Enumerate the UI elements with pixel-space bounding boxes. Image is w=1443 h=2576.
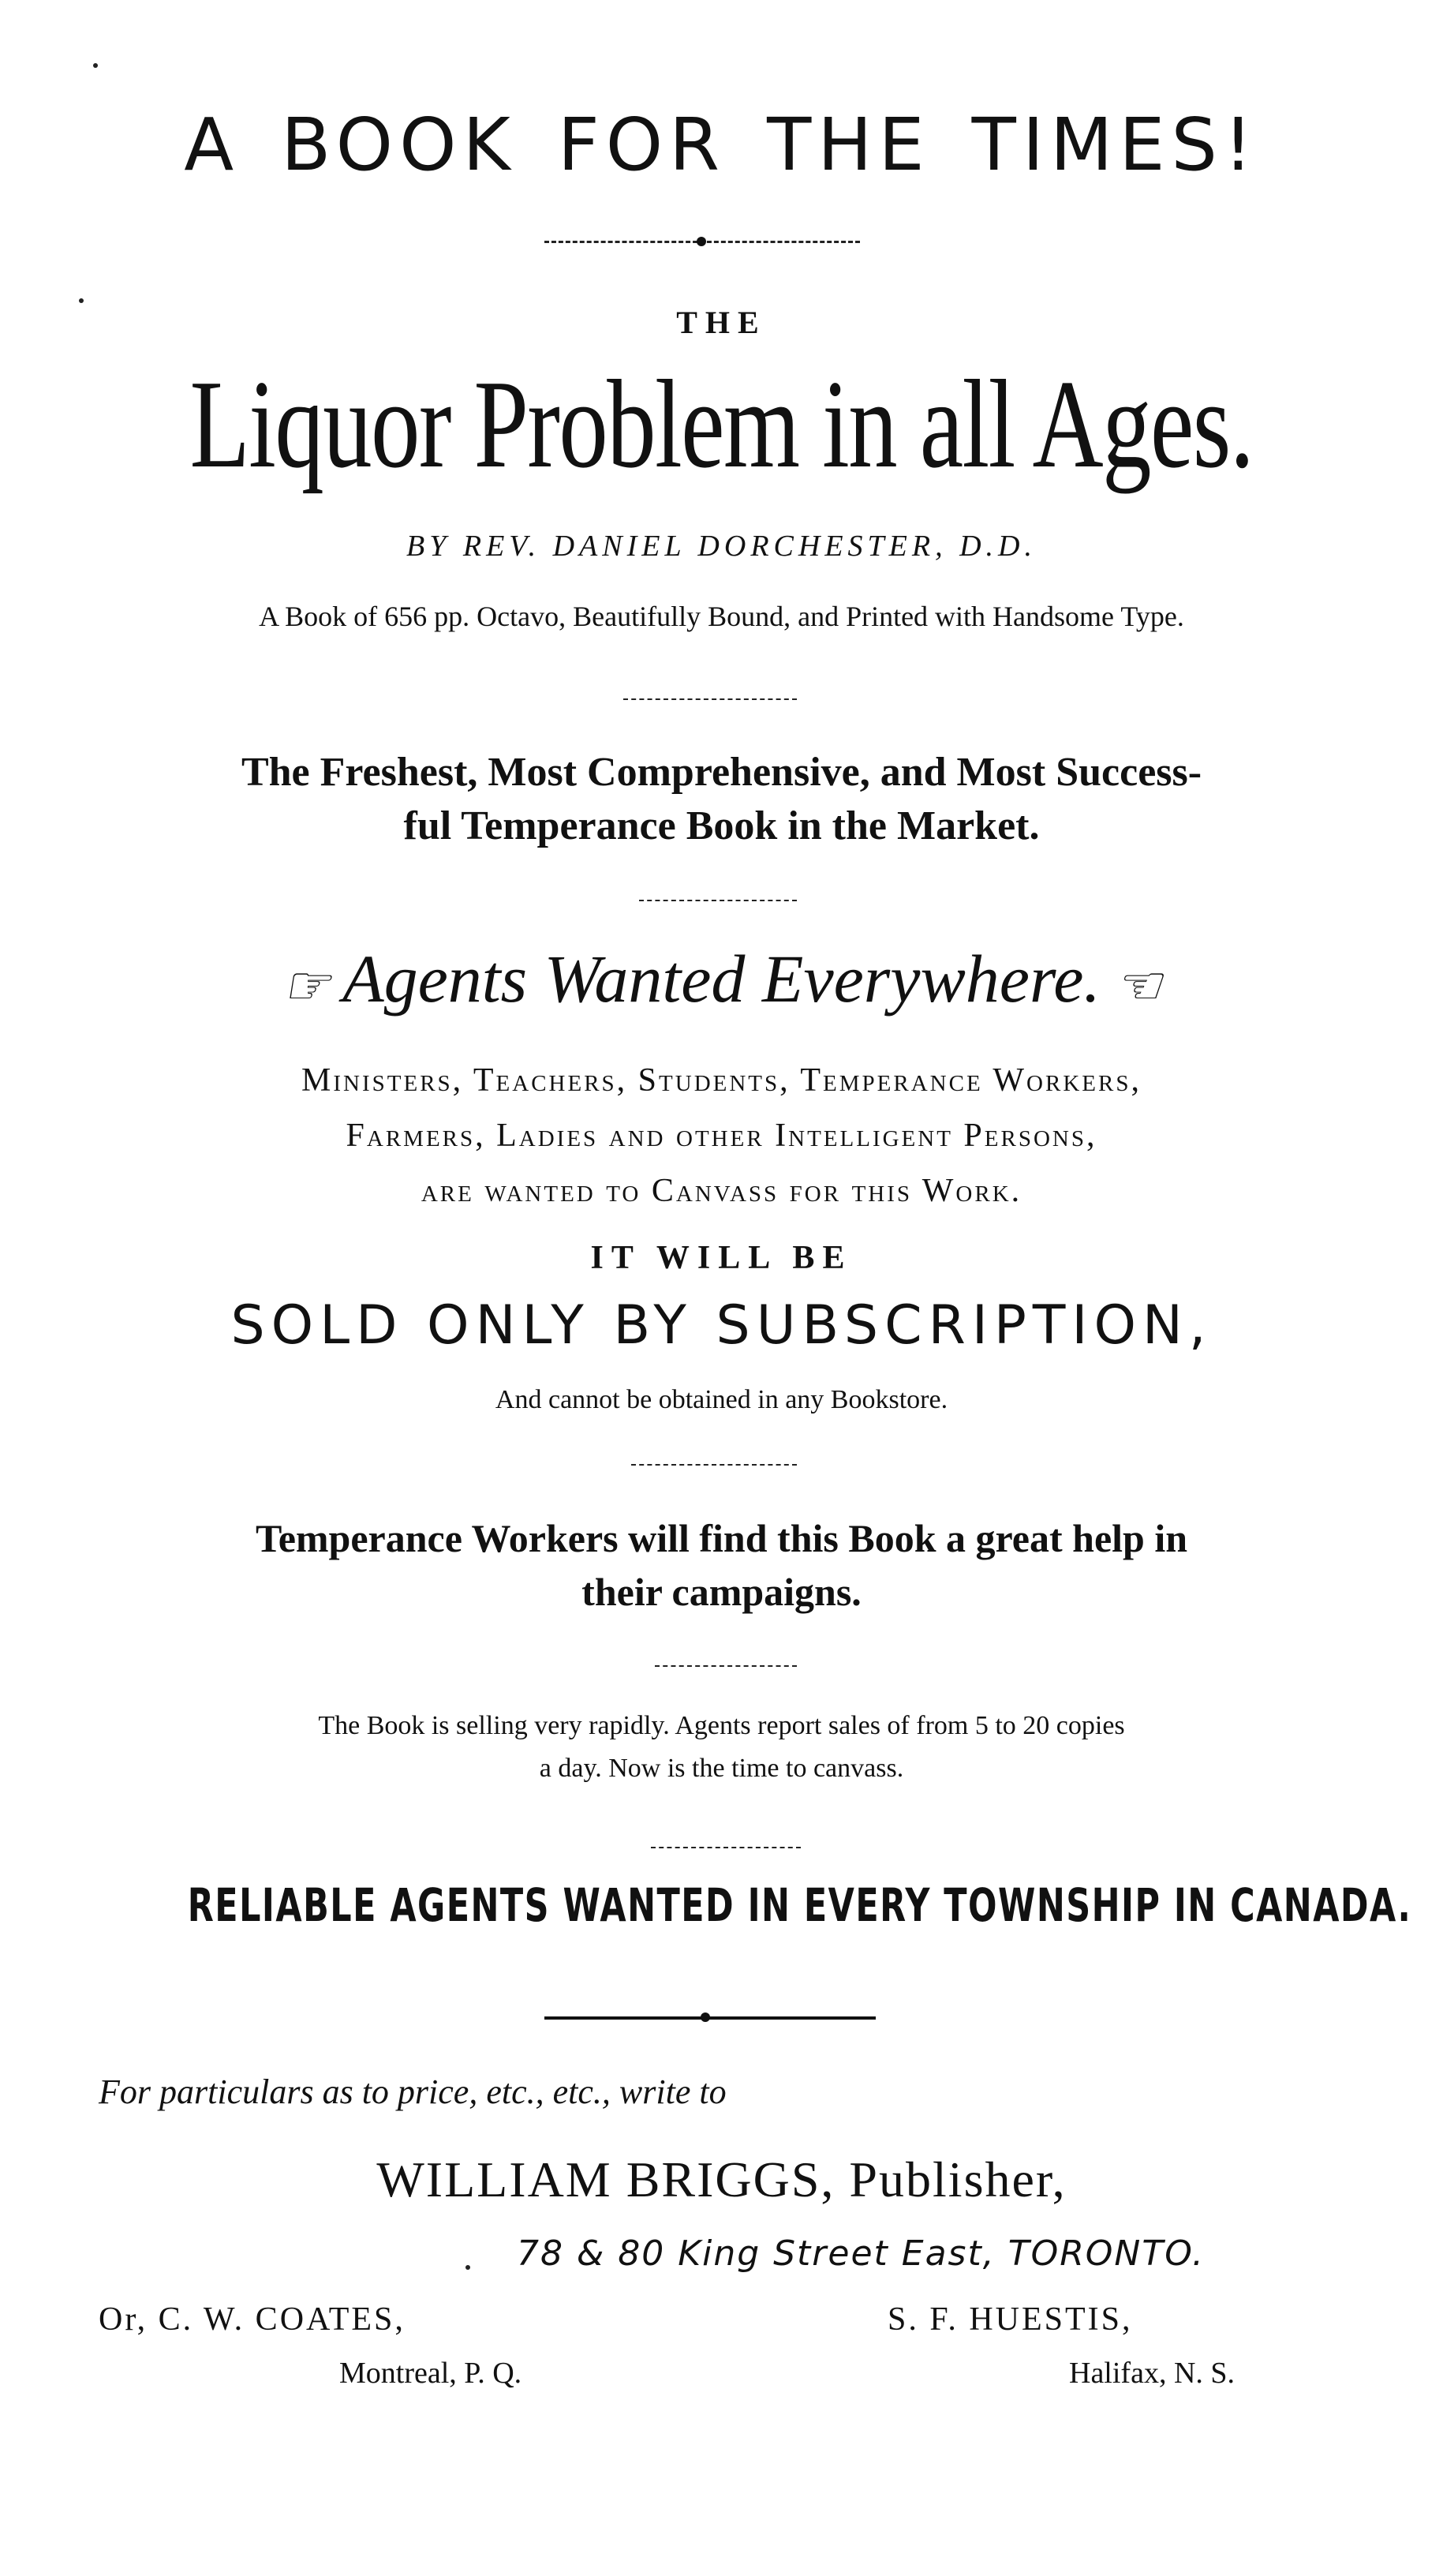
temperance-workers-line: Temperance Workers will find this Book a great help in <box>255 1516 1188 1560</box>
publisher-address: 78 & 80 King Street East, TORONTO. <box>517 2233 1206 2274</box>
headline-word: THE <box>767 103 931 187</box>
canvassers-line: Farmers, Ladies and other Intelligent Persons, <box>346 1118 1097 1154</box>
selling-line: a day. Now is the time to canvass. <box>539 1754 904 1783</box>
divider-rule <box>631 1464 797 1466</box>
tagline-block <box>0 746 1443 853</box>
headline <box>0 103 1443 187</box>
agent-name-montreal: Or, C. W. COATES, <box>99 2301 406 2338</box>
tagline-line: The Freshest, Most Comprehensive, and Most Success- <box>241 750 1202 795</box>
book-description: A Book of 656 pp. Octavo, Beautifully Bound, and Printed with Handsome Type. <box>259 601 1184 632</box>
tagline-line: ful Temperance Book in the Market. <box>403 803 1040 848</box>
sold-by-subscription-text: SOLD ONLY BY SUBSCRIPTION, <box>230 1294 1213 1357</box>
pointing-left-hand-icon: ☜ <box>1112 955 1161 1016</box>
divider-ornament <box>701 2012 710 2022</box>
divider-rule <box>651 1847 801 1848</box>
agent-name-halifax: S. F. HUESTIS, <box>888 2301 1133 2338</box>
ink-speck <box>93 63 98 68</box>
divider-rule <box>544 2016 876 2020</box>
divider-rule <box>655 1665 797 1667</box>
book-title: Liquor Problem in all Ages. <box>189 354 1254 494</box>
canvassers-line: Ministers, Teachers, Students, Temperance Workers, <box>301 1062 1142 1099</box>
reliable-agents-heading: RELIABLE AGENTS WANTED IN EVERY TOWNSHIP IN CANADA. <box>187 1878 1412 1932</box>
it-will-be-text: IT WILL BE <box>590 1240 853 1276</box>
headline-word: FOR <box>557 103 727 187</box>
temperance-workers-line: their campaigns. <box>581 1570 862 1614</box>
headline-word: BOOK <box>281 103 517 187</box>
pointing-right-hand-icon: ☞ <box>282 955 331 1016</box>
agent-city-montreal: Montreal, P. Q. <box>339 2357 522 2390</box>
agents-wanted-text: Agents Wanted Everywhere. <box>342 941 1101 1017</box>
ink-speck <box>465 2265 470 2270</box>
headline-word: A <box>184 103 241 187</box>
selling-block <box>0 1705 1443 1790</box>
title-article: THE <box>676 305 767 340</box>
bookstore-note: And cannot be obtained in any Bookstore. <box>495 1385 948 1414</box>
particulars-text: For particulars as to price, etc., etc., write to <box>99 2072 727 2111</box>
headline-word: TIMES! <box>971 103 1259 187</box>
divider-rule <box>639 900 797 901</box>
temperance-workers-block <box>0 1511 1443 1619</box>
publisher-name: WILLIAM BRIGGS, Publisher, <box>376 2151 1067 2207</box>
divider-rule <box>623 698 797 700</box>
ink-speck <box>79 298 84 303</box>
canvassers-line: are wanted to Canvass for this Work. <box>421 1173 1022 1209</box>
author-byline: BY REV. DANIEL DORCHESTER, D.D. <box>406 530 1037 563</box>
agents-wanted-banner <box>0 939 1443 1018</box>
selling-line: The Book is selling very rapidly. Agents report sales of from 5 to 20 copies <box>318 1711 1125 1740</box>
agent-city-halifax: Halifax, N. S. <box>1069 2357 1236 2390</box>
divider-ornament <box>697 237 706 246</box>
